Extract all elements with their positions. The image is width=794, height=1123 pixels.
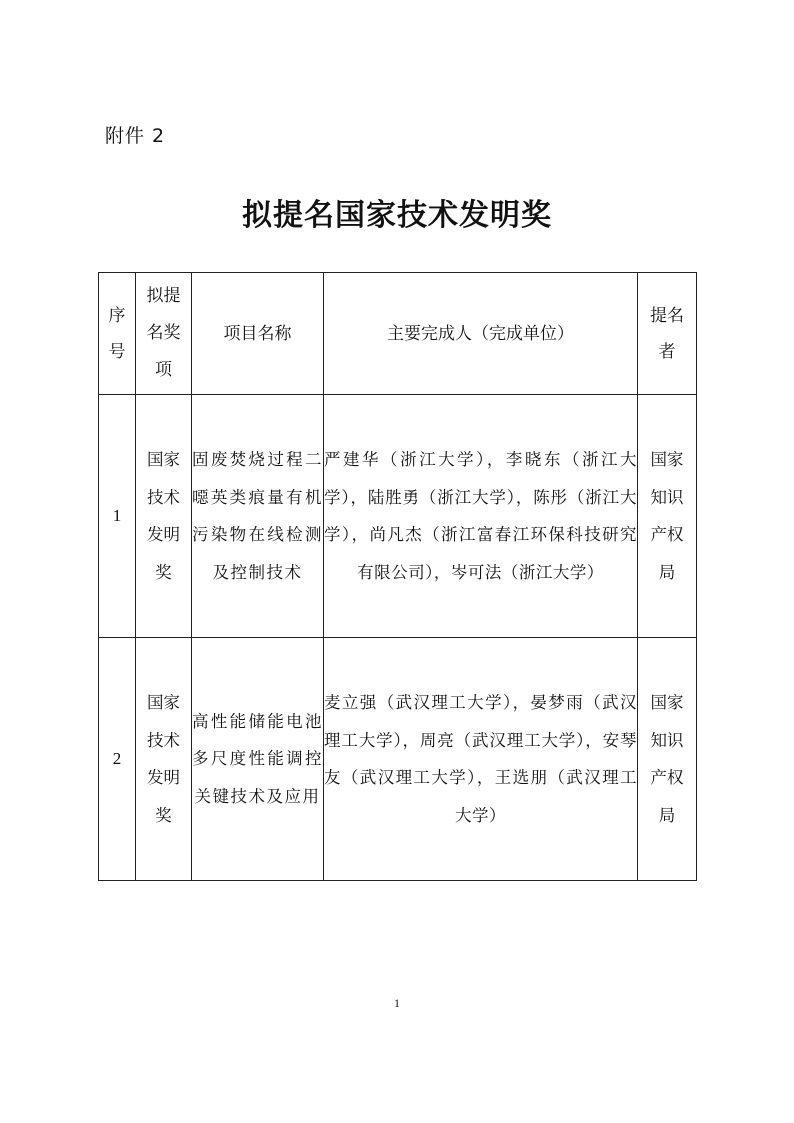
table-row bbox=[99, 638, 697, 881]
attachment-label: 附件 2 bbox=[105, 125, 166, 147]
header-nominator-label: 提名者 bbox=[650, 305, 684, 362]
row-award: 国家技术发明奖 bbox=[136, 395, 192, 638]
header-award-label: 拟提名奖项 bbox=[146, 286, 181, 380]
header-persons-label: 主要完成人（完成单位） bbox=[387, 323, 574, 344]
row-project: 高性能储能电池多尺度性能调控关键技术及应用 bbox=[192, 638, 324, 881]
table-row bbox=[99, 395, 697, 638]
header-award bbox=[136, 273, 192, 395]
document-title: 拟提名国家技术发明奖 bbox=[242, 198, 552, 233]
nomination-table bbox=[98, 272, 697, 881]
row-project: 固废焚烧过程二噁英类痕量有机污染物在线检测及控制技术 bbox=[192, 395, 324, 638]
row-index: 1 bbox=[99, 395, 136, 638]
header-index-label: 序号 bbox=[108, 305, 126, 362]
row-persons: 严建华（浙江大学），李晓东（浙江大学），陆胜勇（浙江大学），陈彤（浙江大学），尚凡杰（浙江富春江环保科技研究有限公司），岑可法（浙江大学） bbox=[324, 395, 638, 638]
header-nominator bbox=[638, 273, 697, 395]
row-award: 国家技术发明奖 bbox=[136, 638, 192, 881]
page-number: 1 bbox=[394, 996, 400, 1010]
row-index: 2 bbox=[99, 638, 136, 881]
header-persons bbox=[324, 273, 638, 395]
table-header-row bbox=[99, 273, 697, 395]
row-nominator: 国家知识产权局 bbox=[638, 395, 697, 638]
header-project bbox=[192, 273, 324, 395]
row-persons: 麦立强（武汉理工大学），晏梦雨（武汉理工大学），周亮（武汉理工大学），安琴友（武汉理工大学），王选朋（武汉理工大学） bbox=[324, 638, 638, 881]
row-nominator: 国家知识产权局 bbox=[638, 638, 697, 881]
header-index bbox=[99, 273, 136, 395]
header-project-label: 项目名称 bbox=[223, 323, 292, 344]
